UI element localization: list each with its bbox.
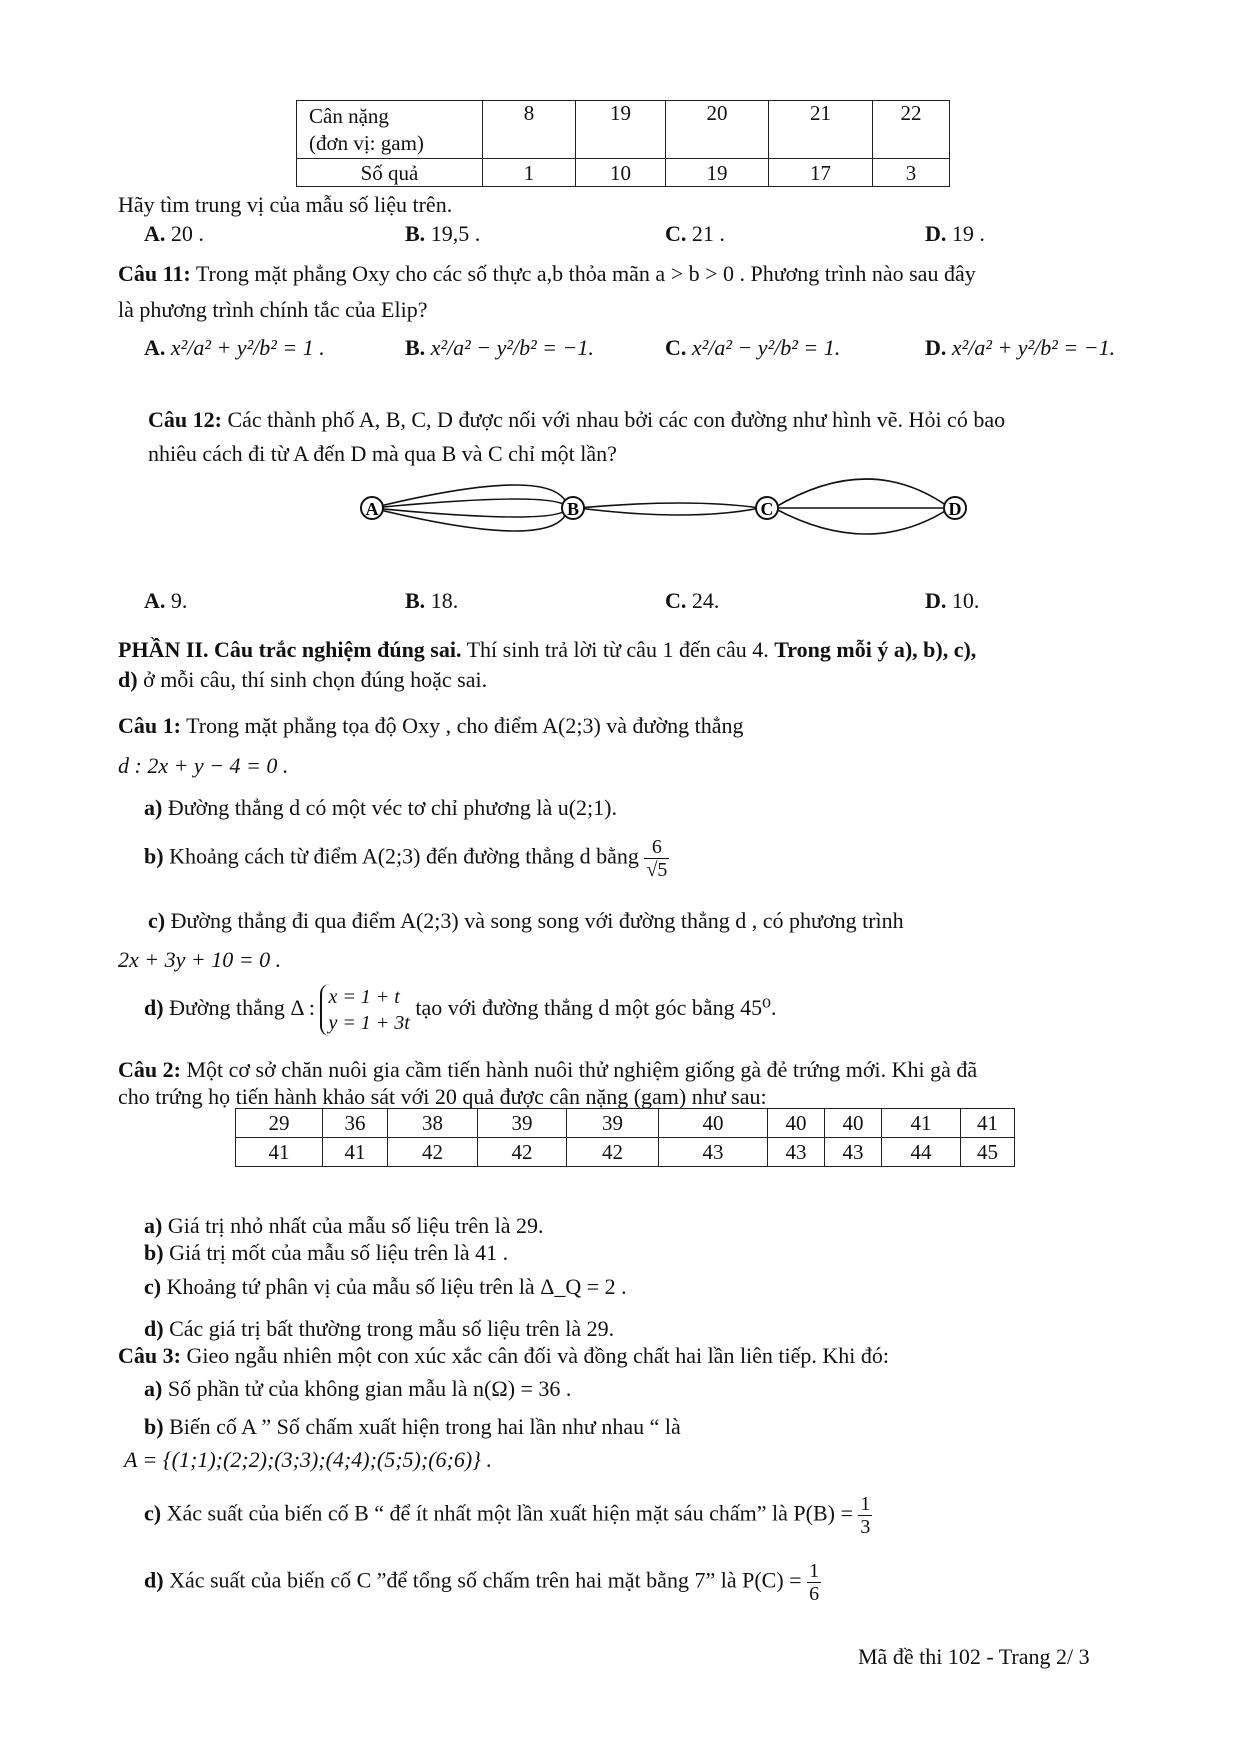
- q12-option-c: C. 24.: [665, 588, 720, 613]
- q10-option-d: D. 19 .: [925, 221, 985, 246]
- svg-text:D: D: [948, 499, 962, 519]
- p2q1-line1: Câu 1: Trong mặt phẳng tọa độ Oxy , cho điểm A(2;3) và đường thẳng: [118, 713, 744, 738]
- q11-option-d: D. x²/a² + y²/b² = −1.: [925, 335, 1116, 360]
- table-cell: 43: [825, 1138, 882, 1167]
- table-cell: 42: [567, 1138, 659, 1167]
- table-header-count: Số quả: [297, 159, 483, 187]
- q11-option-a: A. x²/a² + y²/b² = 1 .: [144, 335, 325, 360]
- p2q2-c: c) Khoảng tứ phân vị của mẫu số liệu trên là Δ_Q = 2 .: [144, 1274, 627, 1299]
- q12-option-a: A. 9.: [144, 588, 188, 613]
- page-footer: Mã đề thi 102 - Trang 2/ 3: [858, 1644, 1090, 1669]
- p2q3-a: a) Số phần tử của không gian mẫu là n(Ω) = 36 .: [144, 1376, 572, 1401]
- q11-option-b: B. x²/a² − y²/b² = −1.: [405, 335, 594, 360]
- p2q2-d: d) Các giá trị bất thường trong mẫu số liệu trên là 29.: [144, 1316, 615, 1341]
- table-cell: 3: [873, 159, 950, 187]
- table-cell: 40: [768, 1109, 825, 1138]
- egg-weight-table: [235, 1108, 1015, 1167]
- p2q1-b: b) Khoảng cách từ điểm A(2;3) đến đường thẳng d bằng $\frac{6}{√5}$: [144, 836, 668, 881]
- part2-heading-line2: d) ở mỗi câu, thí sinh chọn đúng hoặc sai.: [118, 667, 488, 692]
- p2q3-c: c) Xác suất của biến cố B “ để ít nhất một lần xuất hiện mặt sáu chấm” là P(B) = $\frac{1}{3}$: [144, 1493, 871, 1538]
- q10-option-a: A. 20 .: [144, 221, 204, 246]
- q11-line1: Câu 11: Trong mặt phẳng Oxy cho các số thực a,b thỏa mãn a > b > 0 . Phương trình nào sau đây: [118, 261, 976, 286]
- table-cell: 43: [659, 1138, 768, 1167]
- table-cell: 22: [873, 101, 950, 159]
- node-c: [756, 497, 778, 519]
- svg-text:B: B: [566, 499, 580, 519]
- table-cell: 1: [483, 159, 576, 187]
- table-cell: 41: [961, 1109, 1015, 1138]
- p2q2-line1: Câu 2: Một cơ sở chăn nuôi gia cầm tiến hành nuôi thử nghiệm giống gà đẻ trứng mới. Khi gà đã: [118, 1057, 978, 1082]
- table-cell: 39: [478, 1109, 567, 1138]
- table-cell: 29: [236, 1109, 323, 1138]
- q12-line2: nhiêu cách đi từ A đến D mà qua B và C chỉ một lần?: [148, 441, 617, 466]
- svg-text:C: C: [760, 499, 774, 519]
- table-cell: 8: [483, 101, 576, 159]
- node-b: [562, 497, 584, 519]
- table-cell: 42: [478, 1138, 567, 1167]
- table-cell: 45: [961, 1138, 1015, 1167]
- q11-option-c: C. x²/a² − y²/b² = 1.: [665, 335, 841, 360]
- q10-option-c: C. 21 .: [665, 221, 725, 246]
- weight-table: [296, 100, 950, 187]
- q10-option-b: B. 19,5 .: [405, 221, 481, 246]
- table-cell: 21: [769, 101, 873, 159]
- node-a: [361, 497, 383, 519]
- q10-prompt: Hãy tìm trung vị của mẫu số liệu trên.: [118, 192, 453, 217]
- table-cell: 40: [825, 1109, 882, 1138]
- p2q1-c-line2: 2x + 3y + 10 = 0 .: [118, 947, 282, 972]
- p2q2-b: b) Giá trị mốt của mẫu số liệu trên là 41 .: [144, 1240, 509, 1265]
- p2q2-a: a) Giá trị nhỏ nhất của mẫu số liệu trên là 29.: [144, 1213, 544, 1238]
- p2q1-a: a) Đường thẳng d có một véc tơ chỉ phương là u(2;1).: [144, 795, 617, 820]
- p2q1-c: c) Đường thẳng đi qua điểm A(2;3) và song song với đường thẳng d , có phương trình: [148, 908, 904, 933]
- table-cell: 40: [659, 1109, 768, 1138]
- table-cell: 36: [323, 1109, 388, 1138]
- table-cell: 38: [388, 1109, 478, 1138]
- q12-line1: Câu 12: Các thành phố A, B, C, D được nối với nhau bởi các con đường như hình vẽ. Hỏi có bao: [148, 407, 1006, 432]
- table-cell: 20: [666, 101, 769, 159]
- city-road-graph: [350, 470, 980, 555]
- table-cell: 44: [882, 1138, 961, 1167]
- p2q1-line2: d : 2x + y − 4 = 0 .: [118, 753, 289, 778]
- table-cell: 41: [236, 1138, 323, 1167]
- p2q3-d: d) Xác suất của biến cố C ”để tổng số chấm trên hai mặt bằng 7” là P(C) = $\frac{1}{6}$: [144, 1560, 820, 1605]
- q12-option-d: D. 10.: [925, 588, 980, 613]
- table-cell: 10: [576, 159, 666, 187]
- part2-heading: PHẦN II. Câu trắc nghiệm đúng sai. Thí sinh trả lời từ câu 1 đến câu 4. Trong mỗi ý a), b), c),: [118, 637, 977, 662]
- table-cell: 41: [882, 1109, 961, 1138]
- table-header-weight: Cân nặng (đơn vị: gam): [297, 101, 483, 159]
- q12-option-b: B. 18.: [405, 588, 459, 613]
- table-cell: 42: [388, 1138, 478, 1167]
- q11-line2: là phương trình chính tắc của Elip?: [118, 297, 428, 322]
- p2q3-b: b) Biến cố A ” Số chấm xuất hiện trong hai lần như nhau “ là: [144, 1414, 681, 1439]
- table-cell: 39: [567, 1109, 659, 1138]
- table-cell: 41: [323, 1138, 388, 1167]
- svg-text:A: A: [365, 499, 379, 519]
- table-cell: 19: [576, 101, 666, 159]
- p2q3-line1: Câu 3: Gieo ngẫu nhiên một con xúc xắc cân đối và đồng chất hai lần liên tiếp. Khi đó:: [118, 1343, 890, 1368]
- p2q1-d: d) Đường thẳng Δ : x = 1 + t y = 1 + 3t tạo với đường thẳng d một góc bằng 45⁰.: [144, 986, 777, 1034]
- table-cell: 43: [768, 1138, 825, 1167]
- table-cell: 17: [769, 159, 873, 187]
- p2q3-b-line2: A = {(1;1);(2;2);(3;3);(4;4);(5;5);(6;6)} .: [124, 1447, 492, 1472]
- table-cell: 19: [666, 159, 769, 187]
- p2q2-line2: cho trứng họ tiến hành khảo sát với 20 quả được cân nặng (gam) như sau:: [118, 1084, 767, 1109]
- node-d: [944, 497, 966, 519]
